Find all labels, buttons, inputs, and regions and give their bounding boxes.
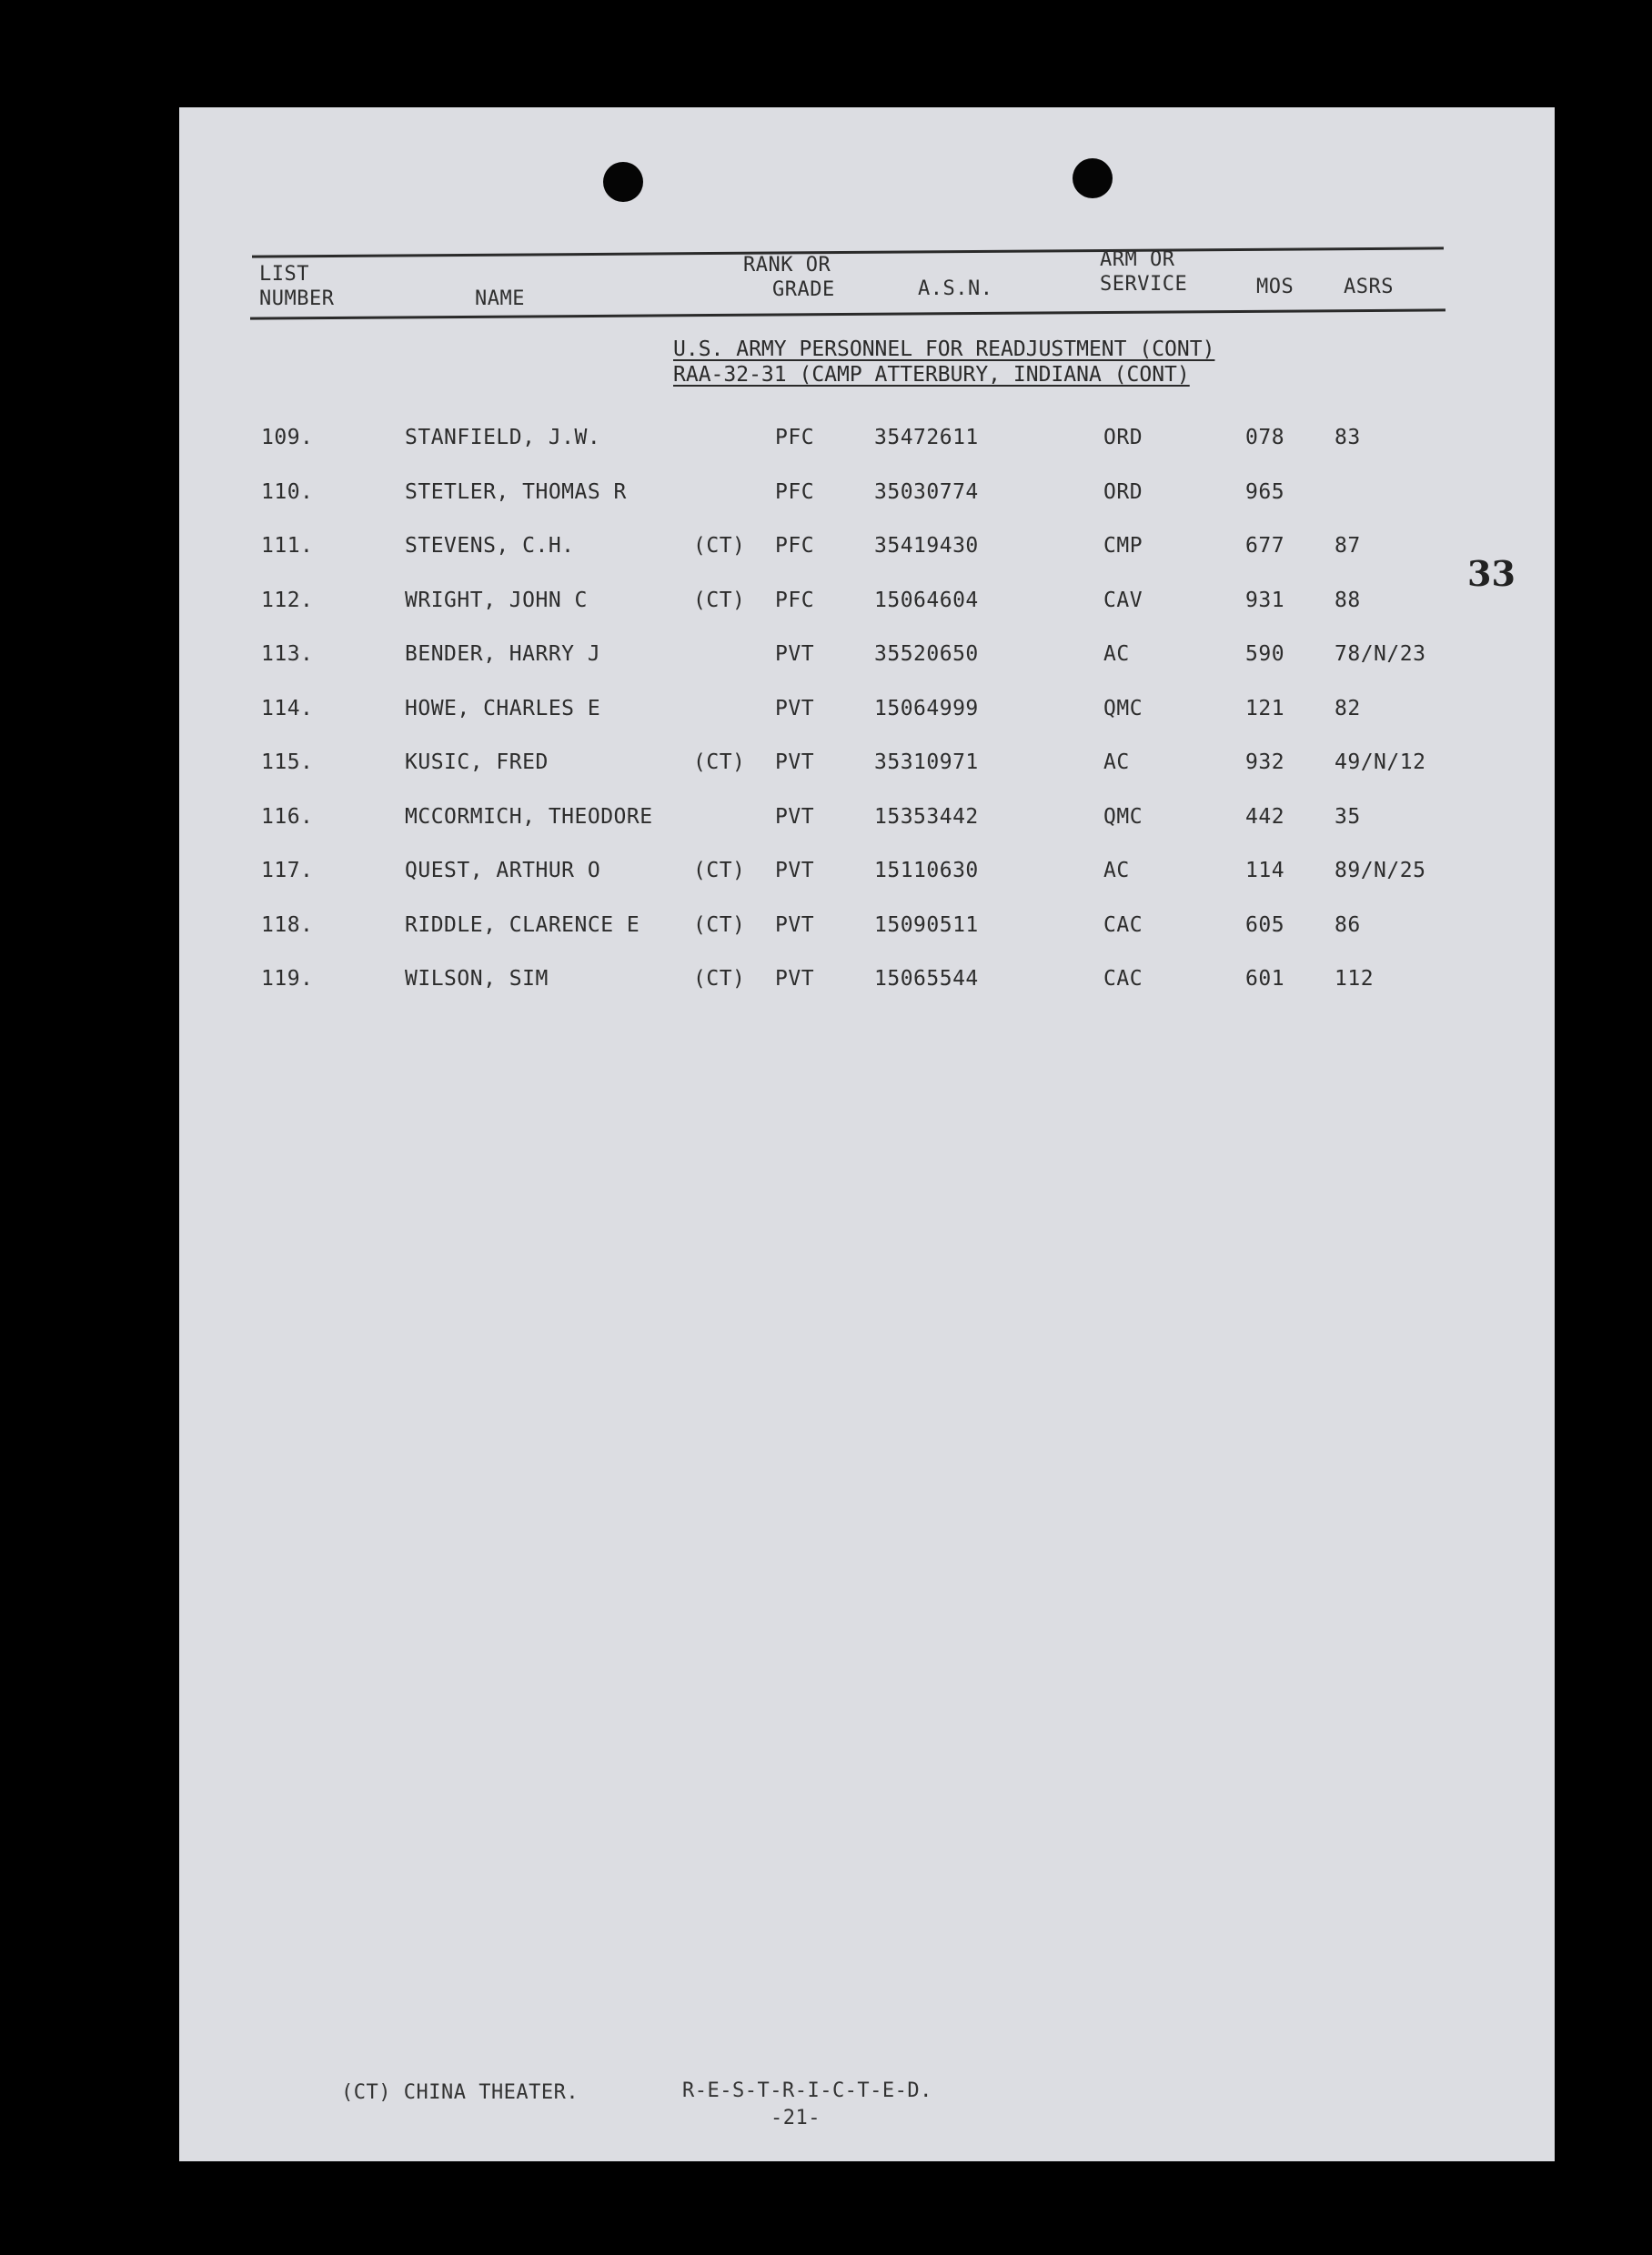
table-row: [179, 805, 1498, 841]
asn: 35310971: [874, 750, 979, 774]
arm-service: CAC: [1103, 913, 1143, 937]
punch-hole-right: [1073, 158, 1113, 198]
list-number: 110.: [261, 480, 314, 504]
mos: 590: [1245, 642, 1285, 666]
list-number: 114.: [261, 697, 314, 720]
mos: 442: [1245, 805, 1285, 829]
arm-service: CAV: [1103, 589, 1143, 612]
asn: 15065544: [874, 967, 979, 991]
list-number: 109.: [261, 426, 314, 449]
asrs: 89/N/25: [1335, 859, 1426, 882]
table-row: [179, 913, 1498, 950]
header-top-rule: [252, 247, 1444, 257]
list-number: 111.: [261, 534, 314, 558]
rank: PFC: [775, 589, 815, 612]
arm-service: QMC: [1103, 697, 1143, 720]
mos: 601: [1245, 967, 1285, 991]
china-theater-mark: (CT): [693, 913, 746, 937]
rank: PVT: [775, 697, 815, 720]
list-number: 119.: [261, 967, 314, 991]
asn: 15064999: [874, 697, 979, 720]
header-number-label: NUMBER: [259, 287, 335, 310]
person-name: WRIGHT, JOHN C: [405, 589, 588, 612]
mos: 078: [1245, 426, 1285, 449]
arm-service: ORD: [1103, 426, 1143, 449]
header-arm: [1100, 247, 1187, 297]
header-asn: A.S.N.: [918, 277, 993, 300]
asn: 15353442: [874, 805, 979, 829]
arm-service: CMP: [1103, 534, 1143, 558]
header-arm-label: ARM OR: [1100, 248, 1175, 271]
asrs: 88: [1335, 589, 1361, 612]
header-mos: MOS: [1256, 276, 1294, 298]
table-row: [179, 967, 1498, 1003]
person-name: MCCORMICH, THEODORE: [405, 805, 653, 829]
header-name: NAME: [475, 287, 525, 310]
rank: PVT: [775, 750, 815, 774]
document-subtitle: RAA-32-31 (CAMP ATTERBURY, INDIANA (CONT): [673, 363, 1190, 387]
header-asrs: ASRS: [1344, 276, 1394, 298]
rank: PVT: [775, 859, 815, 882]
table-row: [179, 859, 1498, 895]
china-theater-mark: (CT): [693, 534, 746, 558]
list-number: 115.: [261, 750, 314, 774]
asrs: 87: [1335, 534, 1361, 558]
mos: 677: [1245, 534, 1285, 558]
asn: 35472611: [874, 426, 979, 449]
china-theater-mark: (CT): [693, 750, 746, 774]
arm-service: AC: [1103, 750, 1130, 774]
person-name: STETLER, THOMAS R: [405, 480, 627, 504]
header-rank: [743, 253, 835, 302]
list-number: 116.: [261, 805, 314, 829]
person-name: KUSIC, FRED: [405, 750, 549, 774]
table-row: [179, 697, 1498, 733]
table-row: [179, 642, 1498, 679]
table-row: [179, 534, 1498, 570]
mos: 605: [1245, 913, 1285, 937]
table-row: [179, 426, 1498, 462]
asrs: 49/N/12: [1335, 750, 1426, 774]
list-number: 113.: [261, 642, 314, 666]
header-service-label: SERVICE: [1100, 273, 1188, 296]
side-page-number: 33: [1467, 553, 1516, 594]
asrs: 35: [1335, 805, 1361, 829]
arm-service: QMC: [1103, 805, 1143, 829]
person-name: WILSON, SIM: [405, 967, 549, 991]
list-number: 112.: [261, 589, 314, 612]
rank: PVT: [775, 913, 815, 937]
footer-page-number: -21-: [771, 2107, 821, 2129]
person-name: RIDDLE, CLARENCE E: [405, 913, 640, 937]
asn: 15064604: [874, 589, 979, 612]
rank: PVT: [775, 642, 815, 666]
person-name: STEVENS, C.H.: [405, 534, 575, 558]
asrs: 78/N/23: [1335, 642, 1426, 666]
mos: 114: [1245, 859, 1285, 882]
mos: 121: [1245, 697, 1285, 720]
table-row: [179, 480, 1498, 517]
asn: 35419430: [874, 534, 979, 558]
asrs: 83: [1335, 426, 1361, 449]
rank: PFC: [775, 426, 815, 449]
rank: PFC: [775, 534, 815, 558]
asn: 15110630: [874, 859, 979, 882]
person-name: BENDER, HARRY J: [405, 642, 601, 666]
header-bottom-rule: [250, 308, 1446, 319]
asrs: 112: [1335, 967, 1375, 991]
person-name: HOWE, CHARLES E: [405, 697, 601, 720]
footer-note: (CT) CHINA THEATER.: [341, 2081, 579, 2104]
document-title: U.S. ARMY PERSONNEL FOR READJUSTMENT (CONT): [673, 337, 1215, 361]
header-rank-label: RANK OR: [743, 254, 831, 277]
asn: 35520650: [874, 642, 979, 666]
rank: PFC: [775, 480, 815, 504]
arm-service: CAC: [1103, 967, 1143, 991]
china-theater-mark: (CT): [693, 589, 746, 612]
asn: 35030774: [874, 480, 979, 504]
document-page: [179, 107, 1555, 2161]
table-row: [179, 589, 1498, 625]
china-theater-mark: (CT): [693, 967, 746, 991]
china-theater-mark: (CT): [693, 859, 746, 882]
asrs: 86: [1335, 913, 1361, 937]
person-name: STANFIELD, J.W.: [405, 426, 601, 449]
rank: PVT: [775, 967, 815, 991]
person-name: QUEST, ARTHUR O: [405, 859, 601, 882]
list-number: 117.: [261, 859, 314, 882]
mos: 932: [1245, 750, 1285, 774]
arm-service: ORD: [1103, 480, 1143, 504]
asn: 15090511: [874, 913, 979, 937]
punch-hole-left: [603, 162, 643, 202]
asrs: 82: [1335, 697, 1361, 720]
mos: 931: [1245, 589, 1285, 612]
header-grade-label: GRADE: [772, 278, 835, 301]
mos: 965: [1245, 480, 1285, 504]
rank: PVT: [775, 805, 815, 829]
arm-service: AC: [1103, 642, 1130, 666]
footer-classification: R-E-S-T-R-I-C-T-E-D.: [682, 2079, 932, 2102]
header-list-label: LIST: [259, 263, 309, 286]
header-list-number: [259, 262, 334, 311]
arm-service: AC: [1103, 859, 1130, 882]
table-row: [179, 750, 1498, 787]
list-number: 118.: [261, 913, 314, 937]
